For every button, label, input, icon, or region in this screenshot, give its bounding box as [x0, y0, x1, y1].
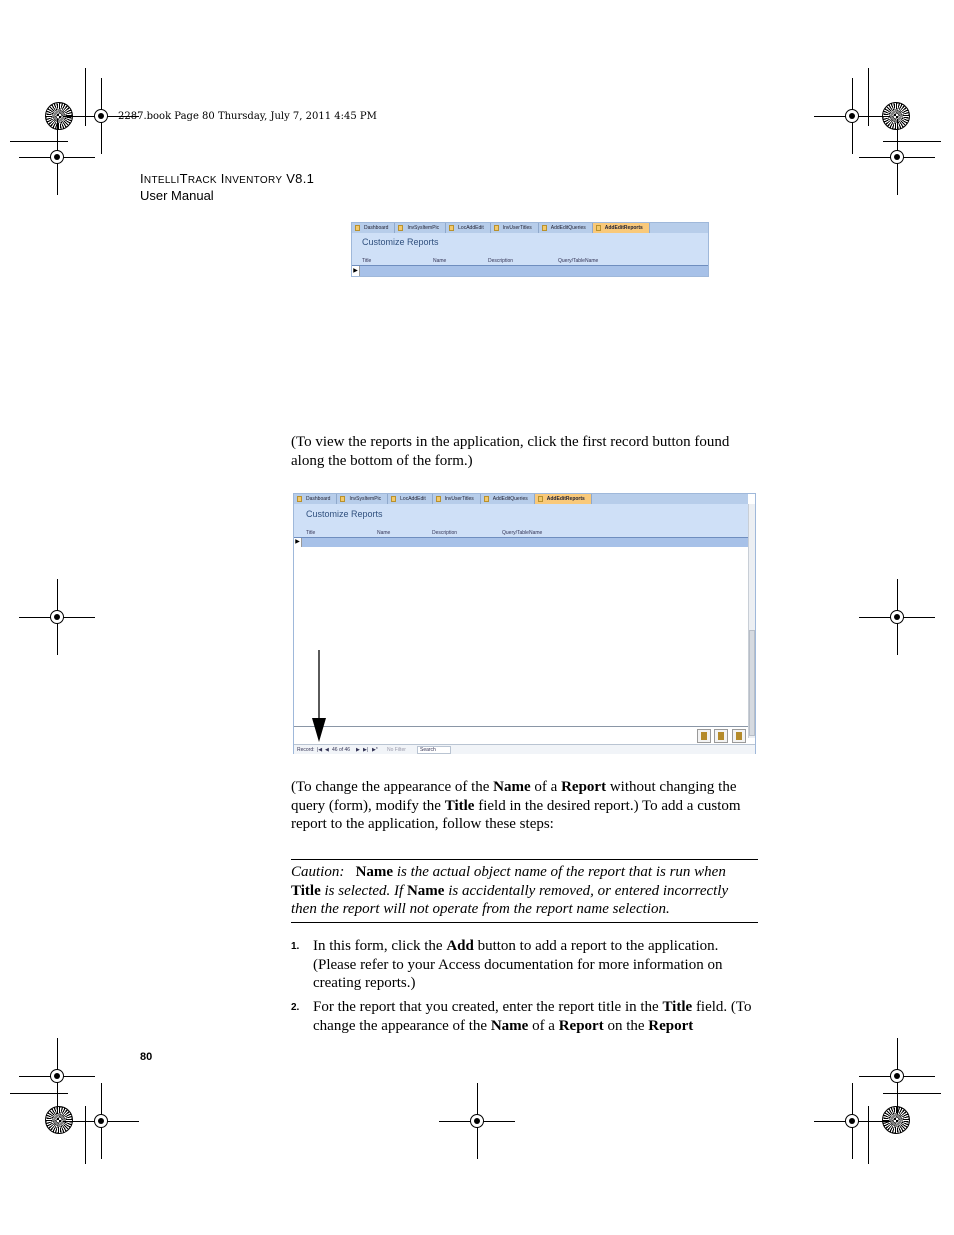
running-title: INTELLITRACK INVENTORY V8.1	[140, 171, 315, 186]
column-header-description: Description	[432, 530, 458, 536]
tab-addeditreports[interactable]: AddEditReports	[593, 223, 650, 233]
tab-locaddedit[interactable]: LocAddEdit	[388, 494, 433, 504]
page-number: 80	[140, 1051, 153, 1063]
crop-mark	[883, 1093, 941, 1094]
new-record-row[interactable]	[294, 538, 748, 547]
scrollbar-thumb[interactable]	[749, 630, 755, 736]
vertical-scrollbar[interactable]	[748, 504, 755, 738]
column-header-title: Title	[362, 258, 372, 264]
close-form-button[interactable]	[732, 729, 746, 743]
caution-top-rule	[291, 859, 758, 860]
step-1-text: In this form, click the Add button to add a report to the application. (Please refer to your Access documentation for more information on creating reports.)	[313, 938, 723, 991]
filter-toggle[interactable]: No Filter	[387, 747, 406, 753]
last-record-button[interactable]: ▶|	[363, 747, 369, 753]
column-header-name: Name	[433, 258, 447, 264]
running-subtitle: User Manual	[140, 188, 214, 203]
column-header-description: Description	[488, 258, 514, 264]
book-info-line: 2287.book Page 80 Thursday, July 7, 2011 4:45 PM	[118, 111, 377, 122]
record-position[interactable]: 46 of 46	[332, 747, 351, 753]
tab-invsysitempic[interactable]: InvSysItemPic	[395, 223, 446, 233]
paragraph-view-reports: (To view the reports in the application, click the first record button found along the bottom of the form.)	[291, 434, 730, 469]
new-record-button[interactable]: ▶*	[372, 747, 378, 753]
crop-mark	[868, 1106, 869, 1164]
printer-star-mark	[882, 1106, 910, 1134]
step-2-text: For the report that you created, enter the report title in the Title field. (To change the appearance of the Name of a Report on the Report	[313, 999, 752, 1034]
record-selector[interactable]: ▶	[294, 538, 302, 547]
tab-invusertitles[interactable]: InvUserTitles	[491, 223, 539, 233]
record-label: Record:	[297, 747, 315, 753]
form-title: Customize Reports	[362, 237, 439, 247]
tab-strip	[294, 494, 748, 504]
next-record-button[interactable]: ▶	[356, 747, 360, 753]
column-header-query-tablename: Query/TableName	[558, 258, 599, 264]
add-report-button[interactable]	[697, 729, 711, 743]
caution-label: Caution:	[291, 864, 345, 880]
search-box[interactable]: Search	[417, 746, 451, 754]
crop-mark	[10, 141, 68, 142]
tab-dashboard[interactable]: Dashboard	[294, 494, 337, 504]
crop-mark	[85, 68, 86, 126]
tab-invsysitempic[interactable]: InvSysItemPic	[337, 494, 388, 504]
delete-record-button[interactable]	[714, 729, 728, 743]
crop-mark	[10, 1093, 68, 1094]
tab-locaddedit[interactable]: LocAddEdit	[446, 223, 491, 233]
screenshot-customize-reports-1	[351, 222, 709, 277]
printer-star-mark	[45, 1106, 73, 1134]
tab-addeditqueries[interactable]: AddEditQueries	[539, 223, 593, 233]
screenshot-customize-reports-2	[293, 493, 756, 754]
tab-strip	[352, 223, 708, 233]
crop-mark	[883, 141, 941, 142]
tab-dashboard[interactable]: Dashboard	[352, 223, 395, 233]
tab-addeditreports[interactable]: AddEditReports	[535, 494, 592, 504]
caution-note: Caution: Name is the actual object name of the report that is run when Title is selected. If Name is accidentally removed, or entered incorrectly then the report will not operate from the report name selection.	[291, 864, 729, 917]
previous-record-button[interactable]: ◀	[325, 747, 329, 753]
caution-bottom-rule	[291, 922, 758, 923]
paragraph-change-appearance: (To change the appearance of the Name of a Report without changing the query (form), modify the Title field in the desired report.) To add a custom report to the application, follow these steps:	[291, 779, 741, 832]
record-navigation-bar	[294, 744, 755, 754]
record-selector[interactable]: ▶	[352, 266, 360, 276]
arrow-pointer-icon	[310, 650, 330, 745]
crop-mark	[868, 68, 869, 126]
form-title: Customize Reports	[306, 509, 383, 519]
new-record-row[interactable]	[352, 266, 708, 276]
column-header-title: Title	[306, 530, 316, 536]
column-header-name: Name	[377, 530, 391, 536]
crop-mark	[85, 1106, 86, 1164]
first-record-button[interactable]: |◀	[317, 747, 323, 753]
step-number: 1.	[291, 941, 300, 952]
form-footer-divider	[294, 726, 748, 727]
column-header-query-tablename: Query/TableName	[502, 530, 543, 536]
tab-addeditqueries[interactable]: AddEditQueries	[481, 494, 535, 504]
tab-invusertitles[interactable]: InvUserTitles	[433, 494, 481, 504]
step-number: 2.	[291, 1002, 300, 1013]
